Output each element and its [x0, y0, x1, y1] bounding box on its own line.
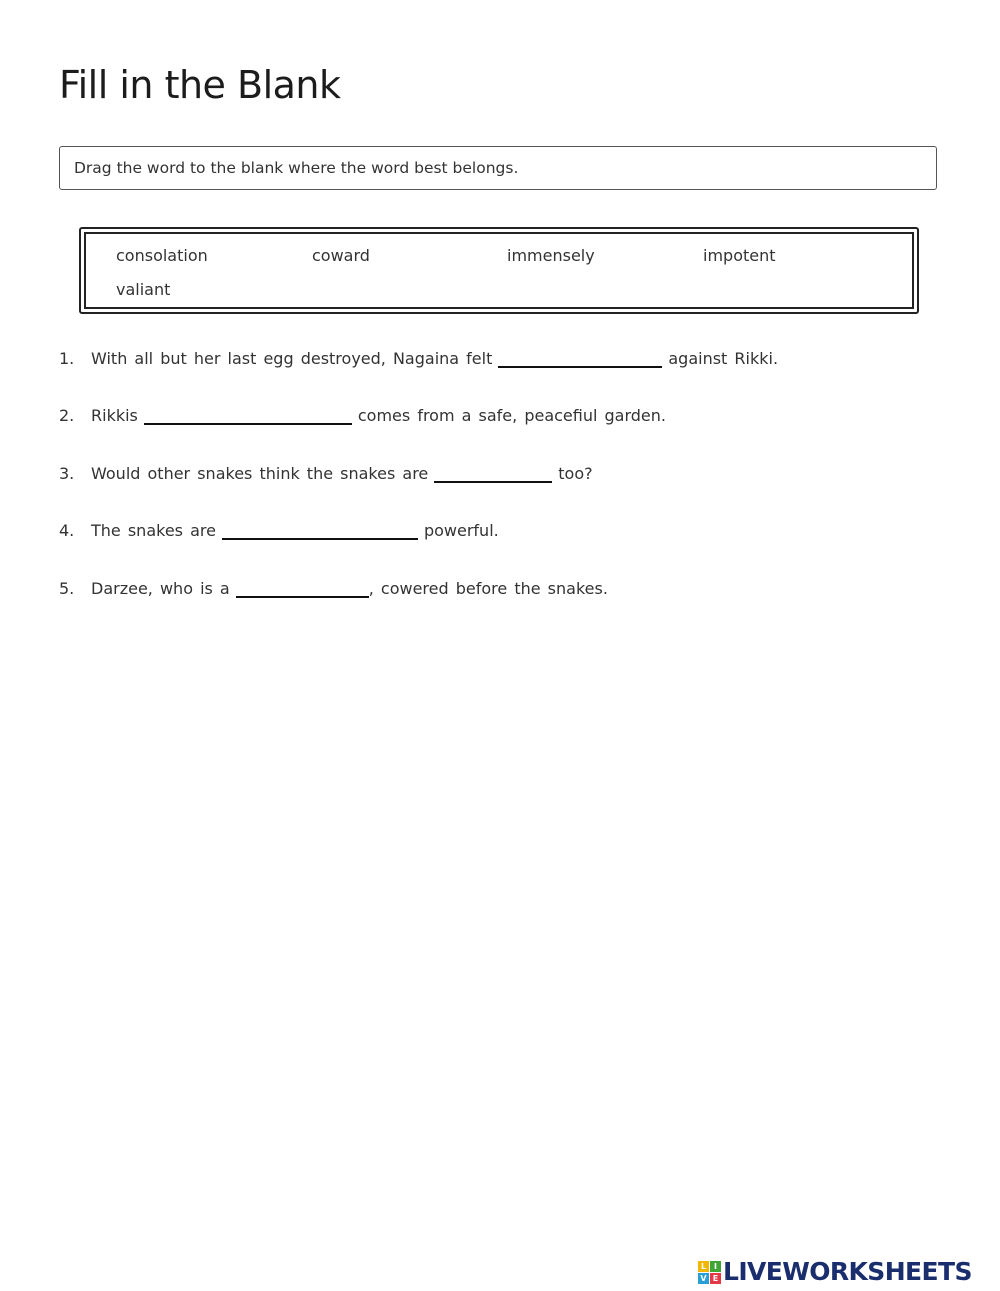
question-5 — [59, 577, 608, 601]
blank-5[interactable] — [236, 578, 369, 598]
question-1 — [59, 347, 778, 371]
question-4 — [59, 519, 499, 543]
question-text-before: Darzee, who is a — [91, 579, 230, 598]
question-number: 5. — [59, 579, 75, 598]
question-text-after: comes from a safe, peacefiul garden. — [357, 406, 666, 425]
question-text-after: against Rikki. — [668, 349, 779, 368]
word-bank — [79, 227, 919, 314]
question-number: 3. — [59, 464, 75, 483]
blank-1[interactable] — [498, 348, 662, 368]
question-3 — [59, 462, 593, 486]
word-bank-inner — [84, 232, 914, 309]
question-text-before: The snakes are — [91, 521, 216, 540]
word-immensely[interactable]: immensely — [507, 246, 595, 265]
word-valiant[interactable]: valiant — [116, 280, 171, 299]
blank-3[interactable] — [434, 463, 552, 483]
logo-block: E — [710, 1273, 721, 1284]
question-number: 4. — [59, 521, 75, 540]
page-title: Fill in the Blank — [59, 63, 341, 107]
question-number: 1. — [59, 349, 75, 368]
logo-block: I — [710, 1261, 721, 1272]
logo-text: LIVEWORKSHEETS — [723, 1257, 972, 1286]
liveworksheets-logo — [698, 1257, 972, 1287]
question-text-before: With all but her last egg destroyed, Nagaina felt — [91, 349, 493, 368]
question-text-before: Would other snakes think the snakes are — [91, 464, 429, 483]
logo-block: L — [698, 1261, 709, 1272]
instructions-box — [59, 146, 937, 190]
question-text-after: too? — [558, 464, 593, 483]
logo-block: V — [698, 1273, 709, 1284]
question-2 — [59, 404, 666, 428]
word-consolation[interactable]: consolation — [116, 246, 208, 265]
question-text-after: powerful. — [423, 521, 499, 540]
logo-blocks-icon — [698, 1261, 721, 1284]
question-number: 2. — [59, 406, 75, 425]
question-text-after: , cowered before the snakes. — [368, 579, 608, 598]
question-text-before: Rikkis — [91, 406, 138, 425]
instructions-text: Drag the word to the blank where the word best belongs. — [74, 159, 519, 177]
word-impotent[interactable]: impotent — [703, 246, 776, 265]
blank-4[interactable] — [222, 520, 418, 540]
blank-2[interactable] — [144, 405, 352, 425]
word-coward[interactable]: coward — [312, 246, 370, 265]
